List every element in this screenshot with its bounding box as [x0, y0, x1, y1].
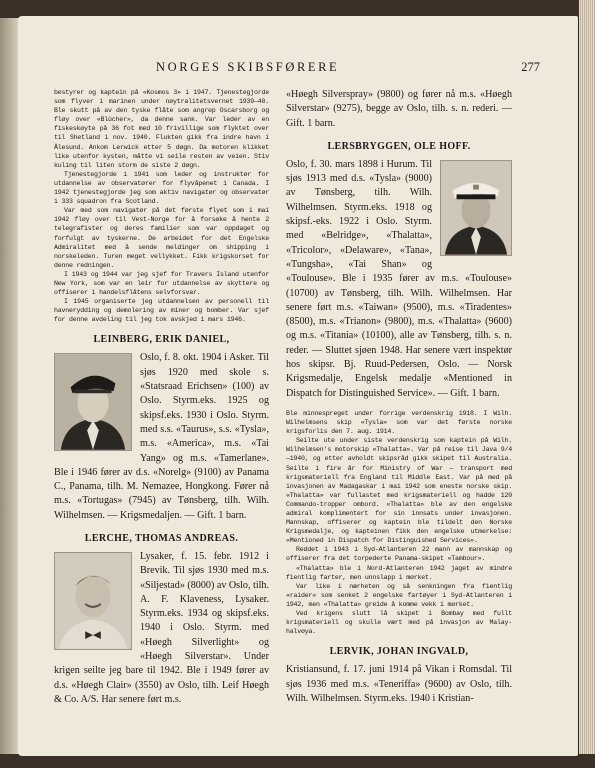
- page-edges: [579, 0, 595, 768]
- bio-lersbryggen: [286, 158, 512, 401]
- left-column: [54, 88, 269, 707]
- intro-paragraph: Tjenestegjorde i 1941 som leder og instruktør for utdannelse av observatører for flyvåpenet i Canada. I 1942 tjenestegjorde jeg som aktiv navigatør og observatør i 333 squadron fra Scotland.: [54, 170, 269, 206]
- bio-heading-leinberg: LEINBERG, ERIK DANIEL,: [93, 334, 230, 346]
- captain-portrait-icon: [441, 161, 511, 255]
- bio-text-lervik: Kristiansund, f. 17. juni 1914 på Vikan i Romsdal. Til sjøs 1936 med m.s. «Teneriffa» (9600) av Oslo, tilh. Wilh. Wilhelmsen. Styrm.eks. 1940 i Kristian-: [286, 664, 512, 704]
- note-paragraph: Ved krigens slutt lå skipet i Bombay med fullt krigsmateriell og skulle vært med på invasjon av Malay-halvøya.: [286, 610, 512, 636]
- book-gutter: [0, 18, 20, 754]
- portrait-photo-lersbryggen: [440, 160, 512, 256]
- intro-paragraph: I 1943 og 1944 var jeg sjef for Travers Island utenfor New York, som var en leir for utdannelse av skyttere og offiserer i handelsflåtens selvforsvar.: [54, 270, 269, 297]
- book-cover-bottom: [0, 754, 595, 768]
- bio-heading-lerche: LERCHE, THOMAS ANDREAS.: [84, 533, 239, 544]
- bio-leinberg: [54, 351, 269, 523]
- bio-text-lersbryggen: Oslo, f. 30. mars 1898 i Hurum. Til sjøs 1913 med d.s. «Tysla» (9000) av Tønsberg, tilh. Wilh. Wilhelmsen. Styrm.eks. 1918 og skipsf.-eks. 1922 i Oslo. Styrm. med «Belridge», «Thalatta», «Tricolor», «Delaware», «Tana», «Tungsha», «Tai Shan» og «Toulouse». Ble i 1935 fører av m.s. «Toulouse» (10700) av Tønsberg, tilh. Wilh. Wilhelmsen. Har senere ført m.s. «Taiwan» (9500), m.s. «Tiradentes» (8500), m.s. «Trianon» (9800), m.s. «Thalatta» (9600) og m.s. «Titania» (10100), alle av Tønsberg, tilh. s. n. reder. — Sluttet sjøen 1948. Har senere vært inspektør hos skipsr. Bj. Ruud-Pedersen, Oslo. — Norsk Krigsmedalje, Engelsk medalje «Mentioned in Dispatch for Distinguished Service». — Gift. 1 barn.: [286, 158, 512, 399]
- note-paragraph: «Thalatta» ble i Nord-Atlanteren 1942 jaget av mindre fientlig farter, men unnslapp i mørket.: [286, 564, 512, 581]
- running-title: NORGES SKIBSFØRERE: [156, 60, 340, 74]
- bio-text-leinberg: Oslo, f. 8. okt. 1904 i Asker. Til sjøs 1920 med skole s. «Statsraad Erichsen» (100) av Oslo. Styrm.eks. 1925 og skipsf.eks. 1930 i Oslo. Styrm. med s.s. «Taurus», s.s. «Tysla», m.s. «America», m.s. «Tai Yang» og m.s. «Tamerlane». Ble i 1946 fører av d.s. «Norelg» (9100) av Panama C., Panama, tilh. M. Nemazee, Hongkong. Fører nå m.s. «Tortugas» (7945) av Tønsberg, tilh. Wilh. Wilhelmsen. — Krigsmedaljen. — Gift. 1 barn.: [54, 352, 269, 521]
- portrait-photo-leinberg: [54, 353, 132, 451]
- portrait-photo-lerche: [54, 552, 132, 650]
- note-paragraph: Reddet i 1943 i Syd-Atlanteren 22 mann av mannskap og offiserer fra det torpederte Panama-skipet «Tambour».: [286, 546, 512, 563]
- book-page: [18, 16, 578, 756]
- intro-paragraph: Var med som navigatør på det første flyet som i mai 1942 fløy over til Vest-Norge for å forsøke å hente 2 telegrafister og deres familier som var oppdaget og forfulgt av tyskerne. De arbeidet for det Engelske Admiralitet med å sende meldinger om shipping i norskeleden. Turen meget vellykket. Fikk krigskorset for denne redningen.: [54, 207, 269, 269]
- note-paragraph: Var like i nærheten og så senkningen fra fientlig «raider» som senket 2 engelske fartøyer i Syd-Atlanteren i 1942, men «Thalatta» greide å komme vekk i mørket.: [286, 582, 512, 608]
- intro-paragraph: bestyrer og kaptein på «Kosmos 3» i 1947. Tjenestegjorde som flyver i marinen under nøytralitetsvernet 1939—40. Ble skutt på av den tyske flåte som angrep Oscarsborg og fløy over «Blücher», da denne sank. Var leder av en fiskeskøyte på 36 fot med 10 frivillige som flyktet over til Shetland i nov. 1940. Flukten gikk fra indre havn i Ålesund. Ankom Lerwick etter 5 døgn. Da motoren klikket like utenfor kysten, måtte vi seile resten av veien. Stiv kuling til liten storm de siste 2 døgn.: [54, 89, 269, 169]
- intro-paragraph: I 1945 organiserte jeg utdannelsen av personell til havnerydding og demolering av miner og bomber. Var sjef for denne avdeling til jeg tok avskjed i mars 1946.: [54, 298, 269, 324]
- captain-portrait-icon: [55, 354, 131, 450]
- note-paragraph: Ble minnespreget under forrige verdenskrig 1918. I Wilh. Wilhelmsens skip «Tysla» som var det første norske krigsforlis den 7. aug. 1914.: [286, 409, 512, 436]
- bio-lerche: [54, 550, 269, 707]
- running-head: [18, 60, 578, 80]
- bio-text-lerche-continued: «Høegh Silverspray» (9800) og fører nå m.s. «Høegh Silverstar» (9275), begge av Oslo, tilh. s. n. rederi. — Gift. 1 barn.: [286, 89, 512, 129]
- bio-text-lerche: Lysaker, f. 15. febr. 1912 i Brevik. Til sjøs 1930 med m.s. «Siljestad» (8000) av Oslo, tilh. A. F. Klaveness, Lysaker. Styrm.eks. 1934 og skipsf.eks. 1940 i Oslo. Styrm. med «Høegh Silverlight» og «Høegh Silverstar». Under krigen seilte jeg bare til 1942. Ble i 1949 fører av d.s. «Høegh Clair» (3550) av Oslo, tilh. Leif Høegh & Co. A/S. Har senere ført m.s.: [54, 551, 269, 705]
- right-column: [286, 88, 512, 706]
- bio-heading-lervik: LERVIK, JOHAN INGVALD,: [329, 646, 469, 658]
- note-paragraph: Seilte ute under siste verdenskrig som kaptein på Wilh. Wilhelmsen's motorskip «Thalatta». Var på reise til Java 9/4—1940, og etter avholdt skipsråd gikk skipet til Australia. Seilte i fire år for Ministry of War — transport med krigsmateriell fra England til Middle East. Var på med på invasjonen av Madagaskar i mai 1942 som eneste norske skip. «Thalatta» var fullastet med krigsmateriell og hadde 120 Commando-tropper ombord. «Thalatta» ble av den engelske admiral komplimentert for sin innsats under invasjonen. Mannskap, offiserer og kaptein ble tildelt den Norske Krigsmedalje, og kapteinen fikk den engelske utmerkelse: «Mentioned in Dispatch for Distinguished Services».: [286, 437, 512, 545]
- bio-heading-lersbryggen: LERSBRYGGEN, OLE HOFF.: [327, 140, 471, 152]
- man-portrait-icon: [55, 553, 131, 649]
- page-number: 277: [521, 60, 540, 74]
